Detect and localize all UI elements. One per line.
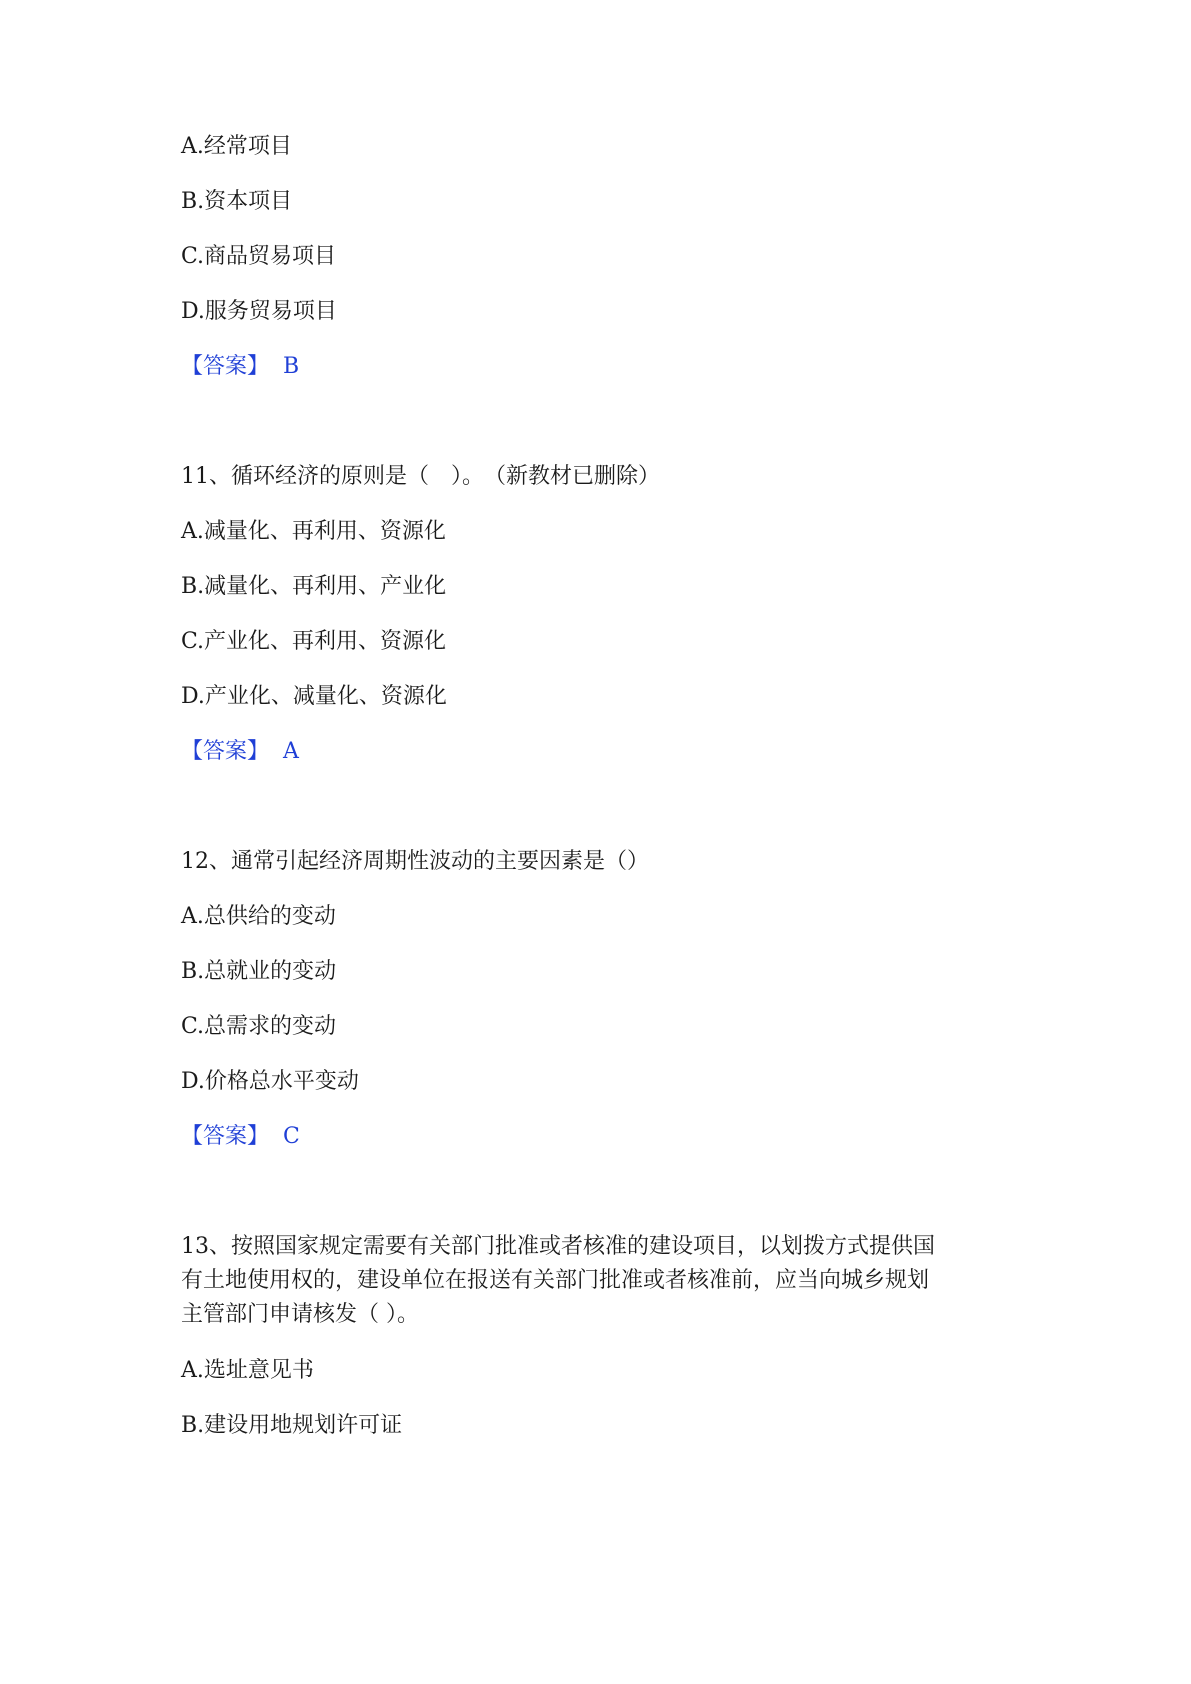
option-c: C.产业化、再利用、资源化 [181,629,447,654]
option-b: B.资本项目 [181,189,293,214]
answer-label: 【答案】 [181,354,270,379]
option-b: B.减量化、再利用、产业化 [181,574,447,599]
answer-label: 【答案】 [181,739,270,764]
answer-label: 【答案】 [181,1124,270,1149]
question-stem-line-3: 主管部门申请核发（ ）。 [181,1302,419,1327]
answer-value: A [283,739,299,764]
option-a: A.选址意见书 [181,1358,314,1383]
option-d: D.服务贸易项目 [181,299,337,324]
answer-value: C [283,1124,300,1149]
option-a: A.总供给的变动 [181,904,336,929]
answer-line [181,737,299,767]
option-b: B.建设用地规划许可证 [181,1413,403,1438]
option-c: C.商品贸易项目 [181,244,337,269]
answer-line [181,1122,300,1152]
question-stem: 12、通常引起经济周期性波动的主要因素是（） [181,849,649,874]
option-d: D.产业化、减量化、资源化 [181,684,447,709]
question-stem: 11、循环经济的原则是（ ）。 （新教材已删除） [181,464,660,489]
answer-line [181,352,299,382]
answer-value: B [283,354,300,379]
option-c: C.总需求的变动 [181,1014,337,1039]
question-stem-line-1: 13、按照国家规定需要有关部门批准或者核准的建设项目，以划拨方式提供国 [181,1234,935,1259]
question-stem-line-2: 有土地使用权的，建设单位在报送有关部门批准或者核准前，应当向城乡规划 [181,1268,930,1293]
option-a: A.经常项目 [181,134,292,159]
option-d: D.价格总水平变动 [181,1069,359,1094]
option-a: A.减量化、再利用、资源化 [181,519,446,544]
option-b: B.总就业的变动 [181,959,337,984]
